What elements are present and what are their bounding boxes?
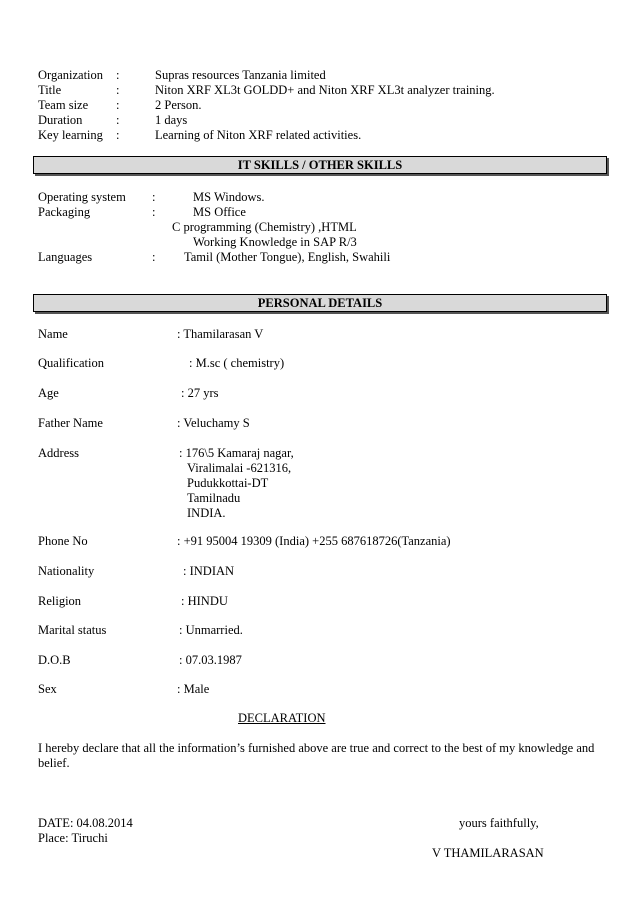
religion-value: : HINDU [181, 594, 228, 608]
dob-label: D.O.B [38, 653, 71, 667]
sex-value: : Male [177, 682, 210, 696]
declaration-place: Place: Tiruchi [38, 831, 108, 845]
team-size-colon: : [116, 98, 120, 112]
team-size-value: 2 Person. [155, 98, 202, 112]
age-value: : 27 yrs [181, 386, 219, 400]
nationality-label: Nationality [38, 564, 95, 578]
organization-colon: : [116, 68, 120, 82]
qualification-label: Qualification [38, 356, 104, 370]
duration-value: 1 days [155, 113, 188, 127]
title-label: Title [38, 83, 62, 97]
os-value: MS Windows. [193, 190, 265, 204]
closing-salutation: yours faithfully, [459, 816, 539, 830]
personal-details-heading: PERSONAL DETAILS [33, 294, 607, 312]
address-line-5: INDIA. [187, 506, 226, 520]
address-line-2: Viralimalai -621316, [187, 461, 292, 475]
marital-status-label: Marital status [38, 623, 107, 637]
father-name-label: Father Name [38, 416, 103, 430]
dob-value: : 07.03.1987 [179, 653, 242, 667]
sex-label: Sex [38, 682, 57, 696]
phone-value: : +91 95004 19309 (India) +255 687618726(Tanzania) [177, 534, 451, 548]
languages-label: Languages [38, 250, 93, 264]
it-skills-heading: IT SKILLS / OTHER SKILLS [33, 156, 607, 174]
os-colon: : [152, 190, 156, 204]
skills-extra-programming: C programming (Chemistry) ,HTML [172, 220, 357, 234]
address-line-1: : 176\5 Kamaraj nagar, [179, 446, 294, 460]
languages-value: Tamil (Mother Tongue), English, Swahili [184, 250, 391, 264]
team-size-label: Team size [38, 98, 89, 112]
age-label: Age [38, 386, 59, 400]
languages-colon: : [152, 250, 156, 264]
duration-colon: : [116, 113, 120, 127]
packaging-value: MS Office [193, 205, 246, 219]
phone-label: Phone No [38, 534, 88, 548]
qualification-value: : M.sc ( chemistry) [189, 356, 285, 370]
nationality-value: : INDIAN [183, 564, 235, 578]
signature-name: V THAMILARASAN [432, 846, 544, 860]
title-colon: : [116, 83, 120, 97]
packaging-label: Packaging [38, 205, 91, 219]
religion-label: Religion [38, 594, 82, 608]
key-learning-colon: : [116, 128, 120, 142]
title-value: Niton XRF XL3t GOLDD+ and Niton XRF XL3t analyzer training. [155, 83, 495, 97]
organization-value: Supras resources Tanzania limited [155, 68, 326, 82]
key-learning-value: Learning of Niton XRF related activities. [155, 128, 362, 142]
os-label: Operating system [38, 190, 126, 204]
skills-extra-sap: Working Knowledge in SAP R/3 [193, 235, 357, 249]
name-label: Name [38, 327, 68, 341]
declaration-heading: DECLARATION [238, 711, 326, 725]
marital-status-value: : Unmarried. [179, 623, 243, 637]
packaging-colon: : [152, 205, 156, 219]
key-learning-label: Key learning [38, 128, 103, 142]
duration-label: Duration [38, 113, 83, 127]
declaration-text: I hereby declare that all the information’s furnished above are true and correct to the best of my knowledge and belief. [38, 741, 595, 770]
declaration-date: DATE: 04.08.2014 [38, 816, 133, 830]
address-label: Address [38, 446, 79, 460]
address-line-4: Tamilnadu [187, 491, 241, 505]
organization-label: Organization [38, 68, 104, 82]
name-value: : Thamilarasan V [177, 327, 264, 341]
father-name-value: : Veluchamy S [177, 416, 250, 430]
address-line-3: Pudukkottai-DT [187, 476, 269, 490]
